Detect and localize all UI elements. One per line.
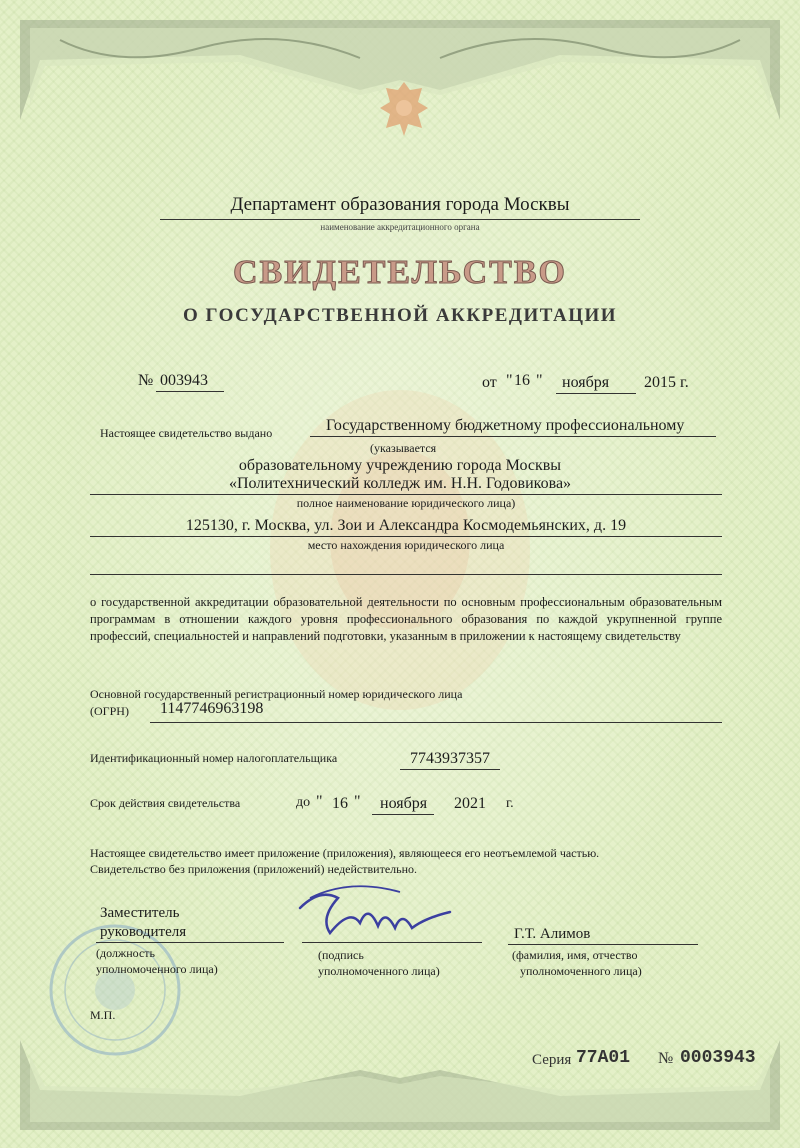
series-number-prefix: №	[658, 1050, 674, 1067]
authority-caption: наименование аккредитационного органа	[320, 222, 480, 232]
coat-of-arms-emblem	[378, 78, 430, 138]
date-month: ноября	[562, 374, 610, 391]
inn-label: Идентификационный номер налогоплательщика	[90, 751, 338, 765]
appendix-note-line-2: Свидетельство без приложения (приложений) недействительно.	[90, 862, 418, 876]
authority-name: Департамент образования города Москвы	[230, 194, 570, 215]
validity-label: Срок действия свидетельства	[90, 796, 241, 810]
signature-caption-2: уполномоченного лица)	[318, 964, 440, 978]
date-year: 2015 г.	[644, 374, 689, 391]
validity-year: 2021	[454, 795, 486, 812]
validity-month: ноября	[380, 795, 428, 812]
validity-prefix: до	[296, 795, 311, 810]
validity-quote-open: "	[316, 793, 323, 810]
issued-caption: полное наименование юридического лица)	[296, 496, 516, 510]
signatory-position-1: Заместитель	[100, 905, 180, 921]
issued-hint: (указывается	[370, 441, 437, 455]
date-day: 16	[514, 372, 530, 389]
stamp-place-label: М.П.	[90, 1008, 116, 1022]
position-caption-1: (должность	[96, 946, 155, 960]
signatory-name: Г.Т. Алимов	[514, 926, 591, 942]
number-prefix: №	[138, 372, 154, 389]
signatory-position-2: руководителя	[100, 924, 187, 940]
series-number: 0003943	[680, 1048, 756, 1068]
name-caption-1: (фамилия, имя, отчество	[512, 948, 638, 962]
signature-caption-1: (подпись	[318, 948, 364, 962]
certificate-number: 003943	[160, 372, 208, 389]
issued-label: Настоящее свидетельство выдано	[100, 426, 273, 440]
inn-value: 7743937357	[410, 750, 490, 767]
position-caption-2: уполномоченного лица)	[96, 962, 218, 976]
date-quote-close: "	[536, 372, 543, 389]
issued-line-2: образовательному учреждению города Москвы	[238, 457, 562, 474]
name-caption-2: уполномоченного лица)	[520, 964, 642, 978]
address-caption: место нахождения юридического лица	[307, 538, 505, 552]
date-prefix: от	[482, 374, 497, 391]
accreditation-body-text: о государственной аккредитации образовательной деятельности по основным профессиональным образовательным программам в отношении каждого уровня профессионального образования по каждой укрупненной группе профессий, специальностей и направлений подготовки, указанным в приложении к настоящему свидетельству	[90, 595, 722, 643]
series-label: Серия	[532, 1052, 572, 1068]
certificate-subtitle: О ГОСУДАРСТВЕННОЙ АККРЕДИТАЦИИ	[182, 305, 618, 326]
validity-suffix: г.	[506, 796, 514, 811]
ogrn-value: 1147746963198	[160, 700, 264, 717]
ogrn-short-label: (ОГРН)	[90, 704, 129, 718]
address-value: 125130, г. Москва, ул. Зои и Александра Космодемьянских, д. 19	[185, 517, 627, 534]
issued-line-1: Государственному бюджетному профессиональному	[326, 417, 685, 434]
series-value: 77А01	[576, 1048, 631, 1068]
validity-day: 16	[332, 795, 348, 812]
handwritten-signature	[290, 878, 460, 948]
appendix-note-line-1: Настоящее свидетельство имеет приложение (приложения), являющееся его неотъемлемой частью.	[90, 846, 600, 860]
ogrn-label: Основной государственный регистрационный номер юридического лица	[90, 687, 463, 701]
certificate-title: СВИДЕТЕЛЬСТВО	[233, 254, 567, 291]
date-quote-open: "	[506, 372, 513, 389]
validity-quote-close: "	[354, 793, 361, 810]
issued-line-3: «Политехнический колледж им. Н.Н. Годовикова»	[228, 475, 572, 492]
